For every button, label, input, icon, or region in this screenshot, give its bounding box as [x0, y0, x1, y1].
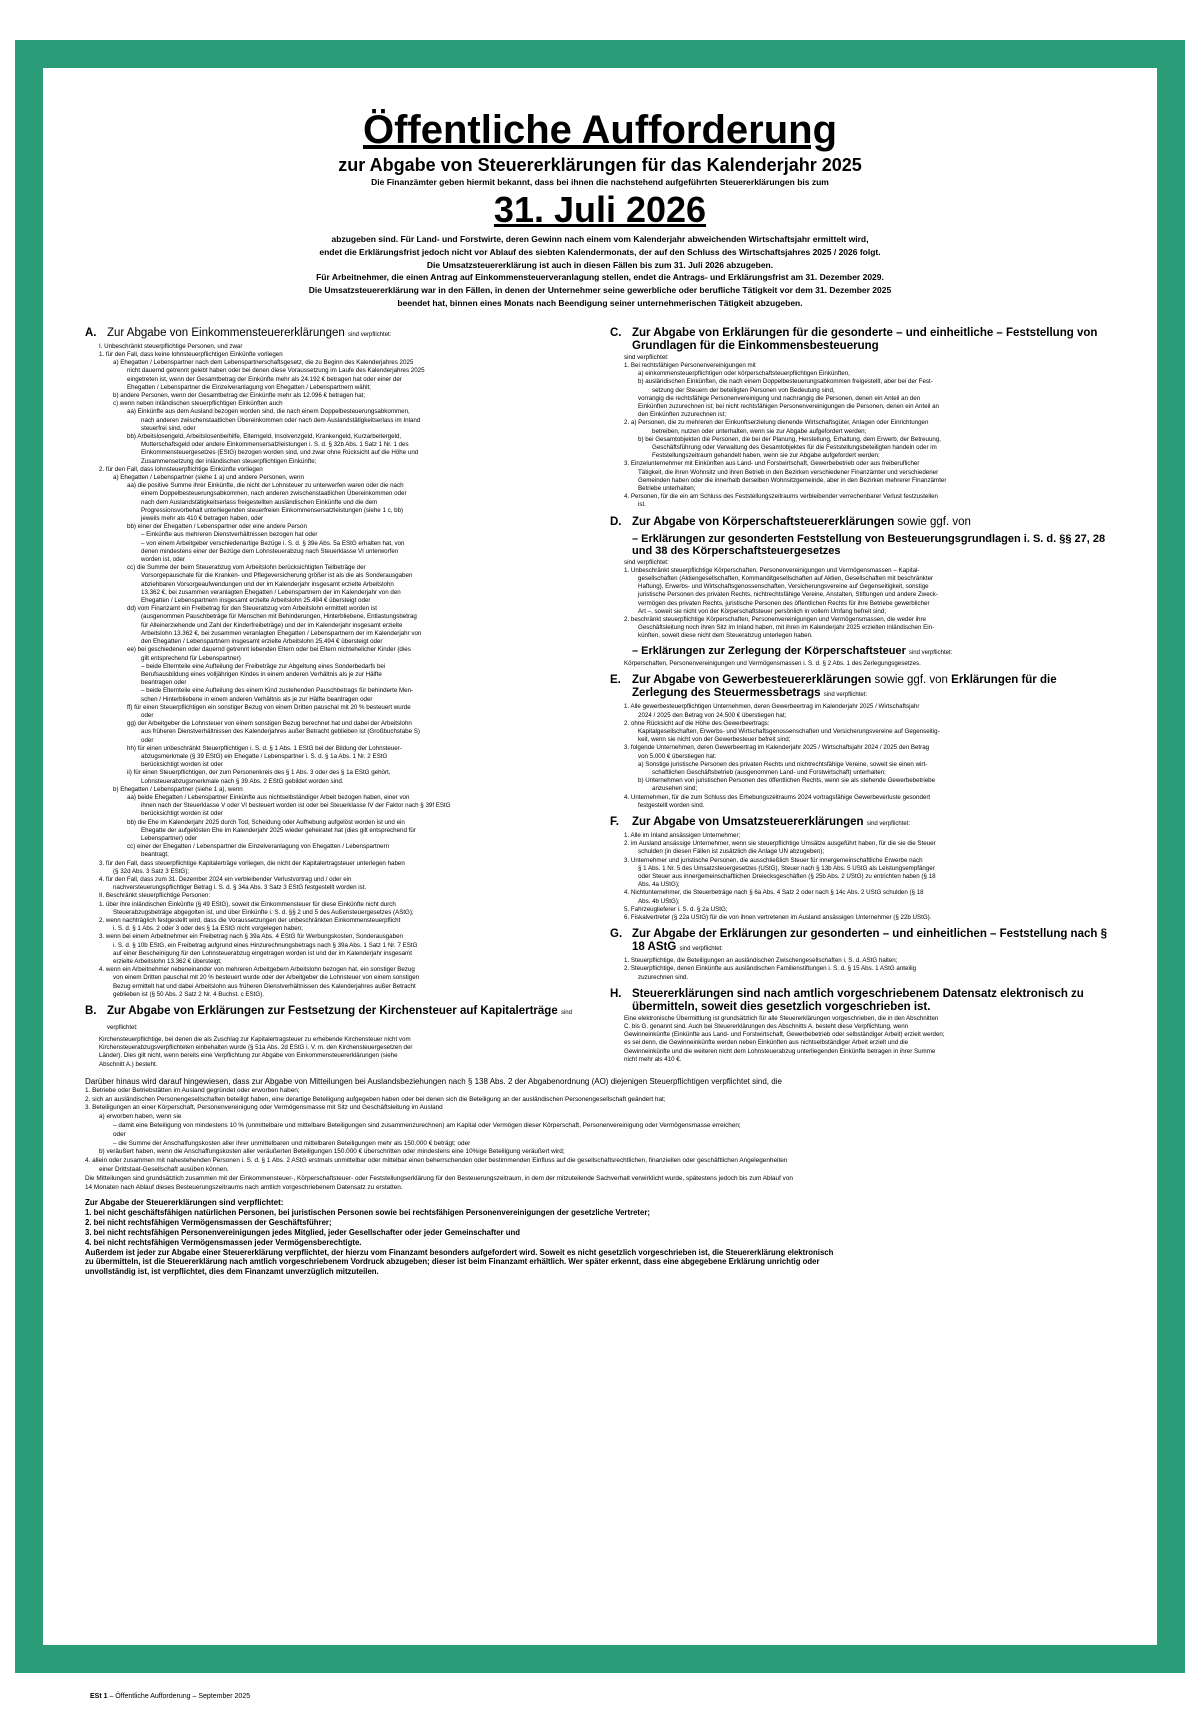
text-line: 4. Nichtunternehmer, die Steuerbeträge nach § 6a Abs. 4 Satz 2 oder nach § 14c Abs. 2 UStG schulden (§ 18 — [624, 889, 924, 897]
text-line: C. bis G. genannt sind. Auch bei Steuererklärungen des Abschnitts A. besteht diese Verpflichtung, wenn — [624, 1023, 909, 1031]
text-line: aa) Einkünfte aus dem Ausland bezogen worden sind, die nach einem Doppelbesteuerungsabkommen, — [127, 408, 410, 416]
text-line: II. Beschränkt steuerpflichtige Personen: — [99, 892, 211, 900]
section-d-subtitle-1: – Erklärungen zur gesonderten Feststellung von Besteuerungsgrundlagen i. S. d. §§ 27, 28 und 38 des Körperschaftsteuergesetzes — [632, 532, 1106, 558]
text-line: 2024 / 2025 den Betrag von 24.500 € überstiegen hat; — [638, 711, 787, 719]
section-d-title: D. Zur Abgabe von Körperschaftsteuererklärungen sowie ggf. von — [610, 515, 971, 528]
text-line: – Einkünfte aus mehreren Dienstverhältnissen bezogen hat oder — [141, 531, 318, 539]
text-line: 3. wenn bei einem Arbeitnehmer ein Freibetrag nach § 39a Abs. 4 EStG für Werbungskosten, Sonderausgaben — [99, 933, 403, 941]
text-line: aus früheren Dienstverhältnissen des Kalenderjahres außer Betracht geblieben ist (Großbuchstabe S) — [141, 728, 420, 736]
green-frame — [15, 40, 1185, 1673]
right-column — [610, 321, 1115, 1069]
text-line: 3. für den Fall, dass steuerpflichtige Kapitalerträge vorliegen, die nicht der Kapitalertragsteuer unterlegen haben — [99, 859, 405, 867]
text-line: schulden (in diesen Fällen ist zusätzlich die Anlage UN abzugeben); — [638, 848, 825, 856]
text-line: bb) Arbeitslosengeld, Arbeitslosenbeihilfe, Elterngeld, Insolvenzgeld, Krankengeld, Kurzarbeitergeld, — [127, 433, 402, 441]
text-line: von einem Dritten pauschal mit 20 % besteuert wurde oder der Arbeitgeber die Lohnsteuer von einem sonstigen — [113, 974, 420, 982]
text-line: beantragt; — [141, 851, 169, 859]
text-line: nicht dauernd getrennt gelebt haben oder bei denen diese Voraussetzung im Laufe des Kalenderjahres 2025 — [127, 367, 425, 375]
text-line: 3. folgende Unternehmen, deren Gewerbeertrag im Kalenderjahr 2025 / Wirtschaftsjahr 2024 / 2025 den Betrag — [624, 744, 930, 752]
two-column-body — [85, 321, 1115, 1069]
text-line: – von einem Arbeitgeber verschiedenartige Bezüge i. S. d. § 39e Abs. 5a EStG erhalten hat, von — [141, 539, 405, 547]
text-line: 1. über ihre inländischen Einkünfte (§ 49 EStG), soweit die Einkommensteuer für diese Einkünfte nicht durch — [99, 900, 396, 908]
foreign-relations-list — [85, 1087, 1115, 1193]
text-line: oder Steuer aus innergemeinschaftlichen Dreiecksgeschäften (§ 25b Abs. 2 UStG) zu entrichten haben (§ 18 — [638, 873, 936, 881]
text-line: Zusammensetzung der inländischen steuerpflichtigen Einkünfte; — [141, 457, 317, 465]
intro-line: Für Arbeitnehmer, die einen Antrag auf Einkommensteuerveranlagung stellen, endet die Antrags- und Erklärungsfrist am 31. Dezember 2029. — [316, 272, 884, 283]
text-line: Bezug ermittelt hat und dabei Arbeitslohn aus früheren Dienstverhältnissen des Kalenderjahres außer Betracht — [113, 982, 416, 990]
section-g-body — [610, 957, 1115, 982]
text-line: 1. Bei rechtsfähigen Personenvereinigungen mit — [624, 361, 756, 369]
obligation-line: 4. bei nicht rechtsfähigen Vermögensmassen jeder Vermögensberechtigte. — [85, 1237, 362, 1247]
text-line: 4. Unternehmen, für die zum Schluss des Erhebungszeitraums 2024 vortragsfähige Gewerbeverluste gesondert — [624, 793, 931, 801]
text-line: bb) die Ehe im Kalenderjahr 2025 durch Tod, Scheidung oder Aufhebung aufgelöst worden ist und ein — [127, 818, 405, 826]
text-line: – beide Elternteile eine Aufteilung des einem Kind zustehenden Pauschbetrags für behinderte Men- — [141, 687, 414, 695]
text-line: 2. beschränkt steuerpflichtige Körperschaften, Personenvereinigungen und Vermögensmassen, die weder ihre — [624, 616, 926, 624]
text-line: Gewinneinkünfte (Einkünfte aus Land- und Forstwirtschaft, Gewerbebetrieb oder selbständiger Arbeit) erzielt werden; — [624, 1031, 945, 1039]
bottom-notes — [85, 1077, 1115, 1277]
text-line: ff) für einen Steuerpflichtigen ein sonstiger Bezug von einem Dritten pauschal mit 20 % besteuert wurde — [127, 703, 411, 711]
section-d-subtitle-2: – Erklärungen zur Zerlegung der Körperschaftsteuer sind verpflichtet: — [632, 644, 953, 657]
text-line: Ehegatten / Lebenspartner die Einzelveranlagung von Ehegatten / Lebenspartnern wählt; — [127, 383, 371, 391]
obligation-line: 2. bei nicht rechtsfähigen Vermögensmassen der Geschäftsführer; — [85, 1218, 332, 1228]
text-line: Länder). Dies gilt nicht, wenn bereits eine Verpflichtung zur Abgabe von Einkommensteuererklärungen (siehe — [99, 1052, 398, 1060]
text-line: (ausgenommen Pauschbeträge für Menschen mit Behinderungen, Hinterbliebene, Entlastungsbetrag — [141, 613, 417, 621]
intro-line: abzugeben sind. Für Land- und Forstwirte, deren Gewinn nach einem vom Kalenderjahr abweichenden Wirtschaftsjahr ermittelt wird, — [331, 234, 869, 244]
text-line: 2. wenn nachträglich festgestellt wird, dass die Voraussetzungen der unbeschränkten Einkommensteuerpflicht — [99, 917, 401, 924]
text-line: oder — [113, 1130, 126, 1138]
text-line: einer Drittstaat-Gesellschaft ausüben können. — [99, 1166, 229, 1174]
text-line: anzusehen sind; — [652, 785, 698, 793]
text-line: Arbeitslohn 13.362 €, bei zusammen veranlagten Ehegatten / Lebenspartnern der im Kalenderjahr von — [141, 629, 422, 637]
section-d-body-2 — [610, 660, 1115, 668]
text-line: auf einer Bescheinigung für den Lohnsteuerabzug eingetragen worden ist und der im Kalenderjahr insgesamt — [113, 949, 412, 957]
text-line: ihnen nach der Steuerklasse V oder VI besteuert worden ist oder bei Steuerklasse IV der Faktor nach § 39f EStG — [141, 802, 451, 810]
text-line: vorrangig die rechtsfähige Personenvereinigung und nachrangig die Personen, denen ein Anteil an den — [638, 394, 921, 402]
section-b — [85, 1005, 590, 1069]
text-line: für Alleinerziehende und Zahl der Kinderfreibeträge) und der im Kalenderjahr insgesamt erzielte — [141, 621, 403, 629]
text-line: nicht mehr als 410 €. — [624, 1055, 682, 1063]
text-line: Geschäftsleitung noch ihren Sitz im Inland haben, mit ihren im Kalenderjahr 2025 erzielten inländischen Ein- — [638, 624, 935, 632]
text-line: 2. ohne Rücksicht auf die Höhe des Gewerbeertrags: — [624, 719, 770, 727]
obligation-line: 3. bei nicht rechtsfähigen Personenvereinigungen jedes Mitglied, jeder Gesellschafter oder jeder Gemeinschafter und — [85, 1228, 521, 1237]
text-line: b) andere Personen, wenn der Gesamtbetrag der Einkünfte mehr als 12.096 € betragen hat; — [113, 392, 366, 399]
text-line: Geschäftsführung oder Verwaltung des Gesamtobjektes für die Feststellungsbeteiligten handeln oder im — [652, 444, 937, 452]
text-line: es sei denn, die Gewinneinkünfte werden neben Einkünften aus nichtselbständiger Arbeit erzielt und die — [624, 1039, 909, 1047]
text-line: eingetreten ist, wenn der Gesamtbetrag der Einkünfte mehr als 24.192 € betragen hat oder einer der — [127, 375, 402, 383]
text-line: Einkünften zuzurechnen ist; bei nicht rechtsfähigen Personenvereinigungen die Personen, denen ein Anteil an — [638, 403, 939, 410]
text-line: 5. Fahrzeuglieferer i. S. d. § 2a UStG; — [624, 905, 728, 913]
text-line: Betriebe unterhalten; — [638, 485, 696, 493]
intro-line: endet die Erklärungsfrist jedoch nicht vor Ablauf des siebten Kalendermonats, der auf den Schluss des Wirtschaftsjahres 2025 / 2026 folgt. — [319, 246, 881, 257]
text-line: I. Unbeschränkt steuerpflichtige Personen, und zwar — [99, 342, 243, 350]
text-line: Einkommensteuergesetzes (EStG) bezogen worden sind, und zwar ohne Rücksicht auf die Höhe und — [141, 449, 419, 457]
text-line: dd) vom Finanzamt ein Freibetrag für den Steuerabzug vom Arbeitslohn ermittelt worden ist — [127, 605, 378, 613]
section-a-body — [85, 343, 590, 999]
section-f-body — [610, 832, 1115, 922]
text-line: berücksichtigt worden ist oder — [141, 810, 223, 818]
document-content — [85, 108, 1115, 1277]
page-footer — [90, 1692, 250, 1702]
text-line: aa) beide Ehegatten / Lebenspartner Einkünfte aus nichtselbständiger Arbeit bezogen haben, einer von — [127, 793, 410, 801]
section-e — [610, 674, 1115, 810]
intro-line: Die Umsatzsteuererklärung war in den Fällen, in denen der Unternehmer seine gewerbliche oder berufliche Tätigkeit vor dem 31. Dezember 2025 — [308, 285, 892, 296]
text-line: abziehbaren Vorsorgeaufwendungen und der im Kalenderjahr insgesamt erzielte Arbeitslohn — [141, 580, 394, 588]
text-line: festgestellt worden sind. — [638, 801, 705, 809]
section-d-note: sind verpflichtet: — [624, 558, 669, 566]
text-line: Abschnitt A.) besteht. — [99, 1060, 158, 1068]
text-line: Gewinneinkünfte und die weiteren nicht dem Lohnsteuerabzug unterliegenden Einkünfte betragen in ihrer Summe — [624, 1047, 936, 1055]
section-e-title: E. Zur Abgabe von Gewerbesteuererklärungen sowie ggf. von Erklärungen für die Zerlegung des Steuermessbetrags sind verpflichtet: — [610, 674, 1057, 700]
text-line: 2. sich an ausländischen Personengesellschaften beteiligt haben, eine derartige Beteiligung aufgegeben haben oder bei denen sich die Beteiligung an der ausländischen Personengesellschaft geändert hat; — [85, 1095, 666, 1103]
text-line: – die Summe der Anschaffungskosten aller ihrer unmittelbaren und mittelbaren Beteiligungen mehr als 150.000 € beträgt; oder — [113, 1139, 471, 1147]
text-line: 2. Steuerpflichtige, denen Einkünfte aus ausländischen Familienstiftungen i. S. d. § 15 Abs. 1 AStG anteilig — [624, 965, 917, 973]
text-line: zuzurechnen sind. — [638, 973, 689, 981]
text-line: Vorsorgepauschale für die Kranken- und Pflegeversicherung größer ist als die als Sonderausgaben — [141, 572, 413, 580]
document-sheet — [43, 68, 1157, 1645]
text-line: Die Mitteilungen sind grundsätzlich zusammen mit der Einkommensteuer-, Körperschaftsteuer- oder Feststellungserklärung für den Besteuerungszeitraum, in dem der mitzuteilende Sachverhalt verwirklicht wurde, spätestens jedoch bis zum Ablauf von — [85, 1174, 793, 1182]
text-line: Progressionsvorbehalt unterliegenden steuerfreien Einkommensersatzleistungen (siehe 1 c, bb) — [141, 506, 404, 514]
text-line: Tätigkeit, die ihren Wohnsitz und ihren Betrieb in den Bezirken verschiedener Finanzämter und verschiedener — [638, 468, 939, 476]
text-line: a) Ehegatten / Lebenspartner (siehe 1 a) und andere Personen, wenn — [113, 474, 304, 482]
text-line: jeweils mehr als 410 € betragen haben, oder — [141, 515, 264, 523]
text-line: a) einkommensteuerpflichtigen oder körperschaftsteuerpflichtigen Einkünften, — [638, 370, 850, 378]
intro-line: Die Umsatzsteuererklärung ist auch in diesen Fällen bis zum 31. Juli 2026 abzugeben. — [426, 259, 774, 270]
text-line: a) Sonstige juristische Personen des privaten Rechts und nichtrechtsfähige Vereine, soweit sie einen wirt- — [638, 760, 928, 768]
text-line: Körperschaften, Personenvereinigungen und Vermögensmassen i. S. d. § 2 Abs. 1 des Zerlegungsgesetzes. — [624, 660, 921, 668]
text-line: juristische Personen des privaten Rechts, nichtrechtsfähige Vereine, Anstalten, Stiftungen und andere Zweck- — [638, 591, 938, 599]
text-line: abzugsmerkmale (§ 39 EStG) ein Ehegatte / Lebenspartner i. S. d. § 1a Abs. 1 Nr. 2 EStG — [141, 752, 388, 760]
text-line: 2. für den Fall, dass lohnsteuerpflichtige Einkünfte vorliegen — [99, 465, 263, 473]
text-line: 3. Beteiligungen an einer Körperschaft, Personenvereinigung oder Vermögensmasse mit Sitz und Geschäftsleitung im Ausland — [85, 1104, 443, 1112]
intro-line: beendet hat, binnen eines Monats nach Beendigung seiner unternehmerischen Tätigkeit abzugeben. — [397, 297, 803, 308]
text-line: geblieben ist (§ 50 Abs. 2 Satz 2 Nr. 4 Buchst. c EStG). — [113, 990, 264, 998]
text-line: nach dem Auslandstätigkeitserlass freigestellten ausländischen Einkünfte und die dem — [141, 498, 378, 506]
text-line: hh) für einen unbeschränkt Steuerpflichtigen i. S. d. § 1 Abs. 1 EStG bei der Bildung der Lohnsteuer- — [127, 744, 402, 752]
text-line: Art –, soweit sie nicht von der Körperschaftsteuer persönlich in vollem Umfang befreit sind; — [638, 607, 886, 615]
text-line: einem Doppelbesteuerungsabkommen, nach anderen zwischenstaatlichen Übereinkommen oder — [141, 490, 407, 498]
text-line: § 1 Abs. 1 Nr. 5 des Umsatzsteuergesetzes (UStG), Steuer nach § 13b Abs. 5 UStG als Leistungsempfänger — [638, 864, 935, 872]
obligation-line: 1. bei nicht geschäftsfähigen natürlichen Personen, bei juristischen Personen sowie bei rechtsfähigen Personenvereinigungen der gesetzliche Vertreter; — [85, 1208, 651, 1218]
text-line: Gemeinden haben oder die innerhalb derselben Wohnsitzgemeinde, aber in den Bezirken mehrerer Finanzämter — [638, 476, 947, 484]
text-line: a) Ehegatten / Lebenspartner nach dem Lebenspartnerschaftsgesetz, die zu Beginn des Kalenderjahres 2025 — [113, 359, 414, 367]
text-line: erzielte Arbeitslohn 13.362 € übersteigt; — [113, 958, 222, 966]
section-d — [610, 516, 1115, 669]
text-line: ii) für einen Steuerpflichtigen, der zum Personenkreis des § 1 Abs. 3 oder des § 1a EStG gehört, — [127, 769, 391, 777]
section-g-title: G. Zur Abgabe der Erklärungen zur gesonderten – und einheitlichen – Feststellung nach § 18 AStG sind verpflichtet: — [610, 928, 1107, 954]
text-line: künften, soweit diese nicht dem Steuerabzug unterlegen haben. — [638, 632, 813, 640]
text-line: cc) einer der Ehegatten / Lebenspartner die Einzelveranlagung von Ehegatten / Lebenspartnern — [127, 843, 390, 851]
text-line: c) wenn neben inländischen steuerpflichtigen Einkünften auch — [113, 400, 283, 408]
text-line: 14 Monaten nach Ablauf dieses Besteuerungszeitraums nach amtlich vorgeschriebenem Datensatz zu erstatten. — [85, 1183, 403, 1191]
text-line: gg) der Arbeitgeber die Lohnsteuer von einem sonstigen Bezug berechnet hat und dabei der Arbeitslohn — [127, 720, 412, 728]
text-line: berücksichtigt worden ist oder — [141, 761, 223, 769]
text-line: 1. Alle im Inland ansässigen Unternehmer; — [624, 832, 741, 840]
text-line: vermögen des privaten Rechts, juristische Personen des öffentlichen Rechts für ihre Betriebe gewerblicher — [638, 599, 930, 607]
text-line: nach anderen zwischenstaatlichen Übereinkommen oder nach dem Auslandstätigkeitserlass im Inland — [141, 416, 421, 424]
text-line: aa) die positive Summe ihrer Einkünfte, die nicht der Lohnsteuer zu unterwerfen waren oder die nach — [127, 482, 404, 490]
text-line: 1. Steuerpflichtige, die Beteiligungen an ausländischen Zwischengesellschaften i. S. d. AStG halten; — [624, 957, 898, 965]
text-line: beantragen oder — [141, 679, 187, 687]
obligation-heading: Zur Abgabe der Steuererklärungen sind verpflichtet: — [85, 1198, 284, 1208]
deadline-date: 31. Juli 2026 — [493, 189, 707, 230]
text-line: Berufsausbildung eines volljährigen Kindes in einem anderen Verhältnis als je zur Hälfte — [141, 670, 382, 678]
intro-sentence: Die Finanzämter geben hiermit bekannt, dass bei ihnen die nachstehend aufgeführten Steuererklärungen bis zum — [371, 177, 829, 187]
section-h-body — [610, 1015, 1115, 1064]
text-line: 6. Fiskalvertreter (§ 22a UStG) für die von ihnen vertretenen im Ausland ansässigen Unternehmer (§ 22b UStG). — [624, 914, 932, 922]
text-line: nachversteuerungspflichtiger Betrag i. S. d. § 34a Abs. 3 Satz 3 EStG festgestellt worden ist. — [113, 884, 367, 892]
text-line: schen / Hinterbliebene in einem anderen Verhältnis als je zur Hälfte beantragen oder — [141, 695, 373, 703]
text-line: ist. — [638, 501, 646, 509]
text-line: Kirchensteuerpflichtige, bei denen die als Zuschlag zur Kapitalertragsteuer zu erhebende Kirchensteuer nicht vom — [99, 1036, 411, 1044]
text-line: von 5.000 € überstiegen hat: — [638, 752, 717, 760]
text-line: i. S. d. § 1 Abs. 2 oder 3 oder des § 1a EStG nicht vorgelegen haben; — [113, 925, 303, 933]
text-line: 1. Unbeschränkt steuerpflichtige Körperschaften, Personenvereinigungen und Vermögensmassen – Kapital- — [624, 566, 920, 574]
text-line: i. S. d. § 10b EStG, ein Freibetrag aufgrund eines Hinzurechnungsbetrags nach § 39a Abs. 1 Satz 1 Nr. 7 EStG — [113, 941, 418, 949]
section-g — [610, 928, 1115, 982]
text-line: Eine elektronische Übermittlung ist grundsätzlich für alle Steuererklärungen vorgeschrieben, die in den Abschnitten — [624, 1014, 939, 1022]
text-line: Kirchensteuerabzugsverpflichteten einbehalten wurde (§ 51a Abs. 2d EStG i. V. m. den Kirchensteuergesetzen der — [99, 1044, 413, 1052]
text-line: steuerfrei sind, oder — [141, 424, 196, 432]
obligation-list — [85, 1208, 1115, 1277]
text-line: Ehegatten / Lebenspartnern insgesamt erzielte Arbeitslohn 25.494 € übersteigt oder — [141, 597, 371, 605]
text-line: 4. wenn ein Arbeitnehmer nebeneinander von mehreren Arbeitgebern Arbeitslohn bezogen hat, ein sonstiger Bezug — [99, 966, 415, 974]
text-line: 2. im Ausland ansässige Unternehmer, wenn sie steuerpflichtige Umsätze ausgeführt haben, für die sie die Steuer — [624, 840, 936, 848]
text-line: 4. allein oder zusammen mit nahestehenden Personen i. S. d. § 1 Abs. 2 AStG erstmals unmittelbar oder mittelbar einen beherrschenden oder bestimmenden Einfluss auf die gesellschaftsrechtlichen, finanziellen oder geschäftlichen Angelegenheiten — [85, 1157, 788, 1165]
text-line: ee) bei geschiedenen oder dauernd getrennt lebenden Eltern oder bei Eltern nichtehelicher Kinder (dies — [127, 646, 411, 654]
text-line: gesellschaften (Aktiengesellschaften, Kommanditgesellschaften auf Aktien, Gesellschaften mit beschränkter — [638, 575, 934, 583]
section-c-note: sind verpflichtet: — [624, 353, 669, 361]
text-line: – beide Elternteile eine Aufteilung der Freibeträge zur Abgeltung eines Sonderbedarfs bei — [141, 662, 386, 670]
text-line: bb) einer der Ehegatten / Lebenspartner oder eine andere Person — [127, 523, 307, 531]
text-line: 3. Einzelunternehmer mit Einkünften aus Land- und Forstwirtschaft, Gewerbebetrieb oder aus freiberuflicher — [624, 460, 920, 468]
text-line: den Ehegatten / Lebenspartnern insgesamt erzielte Arbeitslohn 25.494 € übersteigt oder — [141, 638, 383, 646]
text-line: oder — [141, 711, 154, 719]
left-column — [85, 321, 590, 1069]
text-line: b) Unternehmen von juristischen Personen des öffentlichen Rechts, wenn sie als stehende Gewerbebetriebe — [638, 777, 936, 785]
text-line: 1. Betriebe oder Betriebstätten im Ausland gegründet oder erworben haben; — [85, 1086, 300, 1094]
obligation-line: zu übermitteln, ist die Steuererklärung nach amtlich vorgeschriebenem Vordruck abzugeben; dieser ist beim Finanzamt erhältlich. Wer später erkennt, dass eine abgegebene Erklärung unrichtig oder — [85, 1257, 820, 1267]
section-f-title: F. Zur Abgabe von Umsatzsteuererklärungen sind verpflichtet: — [610, 816, 911, 829]
obligation-line: Außerdem ist jeder zur Abgabe einer Steuererklärung verpflichtet, der hierzu vom Finanzamt besonders aufgefordert wird. Soweit es nicht gesetzlich vorgeschrieben ist, die Steuererklärung elektronisch — [85, 1247, 834, 1257]
text-line: b) ausländischen Einkünften, die nach einem Doppelbesteuerungsabkommen freigestellt, aber bei der Fest- — [638, 378, 933, 386]
footer-date: September 2025 — [198, 1693, 251, 1700]
section-d-body — [610, 567, 1115, 641]
text-line: den Einkünften zuzurechnen ist; — [638, 411, 727, 419]
text-line: Lohnsteuerabzugsmerkmale nach § 39 Abs. 2 EStG gebildet worden sind. — [141, 777, 344, 785]
section-c — [610, 327, 1115, 510]
text-line: Kapitalgesellschaften, Erwerbs- und Wirtschaftsgenossenschaften und Versicherungsvereine auf Gegenseitig- — [638, 727, 940, 735]
page-title: Öffentliche Aufforderung — [362, 108, 838, 152]
text-line: Ehegatte der aufgelösten Ehe im Kalenderjahr 2025 wieder geheiratet hat (dies gilt entsprechend für — [141, 826, 416, 834]
text-line: Steuerabzugsbeträge abgegolten ist, und über Einkünfte i. S. d. §§ 2 und 5 des Außensteuergesetzes (AStG); — [113, 908, 414, 916]
section-a — [85, 327, 590, 999]
text-line: cc) die Summe der beim Steuerabzug vom Arbeitslohn berücksichtigten Teilbeträge der — [127, 564, 366, 572]
text-line: gilt entsprechend für Lebenspartner) — [141, 654, 241, 662]
text-line: (§ 32d Abs. 3 Satz 3 EStG); — [113, 867, 190, 875]
text-line: Abs. 4b UStG); — [638, 897, 680, 905]
section-h-title: H. Steuererklärungen sind nach amtlich vorgeschriebenem Datensatz elektronisch zu übermitteln, soweit dies gesetzlich vorgeschrieben ist. — [610, 987, 1084, 1013]
section-h — [610, 988, 1115, 1064]
text-line: 3. Unternehmer und juristische Personen, die ausschließlich Steuer für innergemeinschaftliche Erwerbe nach — [624, 856, 923, 864]
text-line: Haftung), Erwerbs- und Wirtschaftsgenossenschaften, Versicherungsvereine auf Gegenseitigkeit, sonstige — [638, 583, 929, 591]
section-b-title: B. Zur Abgabe von Erklärungen zur Festsetzung der Kirchensteuer auf Kapitalerträge sind verpflichtet: — [85, 1005, 572, 1032]
section-c-title: C. Zur Abgabe von Erklärungen für die gesonderte – und einheitliche – Feststellung von Grundlagen für die Einkommensbesteuerung — [610, 326, 1098, 352]
intro-block — [85, 234, 1115, 309]
text-line: b) veräußert haben, wenn die Anschaffungskosten aller veräußerten Beteiligungen 150.000 € überschritten oder mindestens eine 10%ige Beteiligung veräußert wird; — [99, 1148, 565, 1156]
text-line: schaftlichen Geschäftsbetrieb (ausgenommen Land- und Forstwirtschaft) unterhalten; — [652, 769, 886, 776]
text-line: 1. Alle gewerbesteuerpflichtigen Unternehmen, deren Gewerbeertrag im Kalenderjahr 2025 / Wirtschaftsjahr — [624, 703, 920, 711]
text-line: oder — [141, 736, 154, 744]
obligation-line: unvollständig ist, ist verpflichtet, dies dem Finanzamt unverzüglich mitzuteilen. — [85, 1267, 379, 1277]
text-line: betreiben, nutzen oder unterhalten, wenn sie zur Abgabe aufgefordert werden; — [652, 427, 867, 435]
text-line: Abs. 4a UStG); — [638, 881, 680, 889]
section-c-body — [610, 362, 1115, 510]
section-a-title: A. Zur Abgabe von Einkommensteuererklärungen sind verpflichtet: — [85, 326, 392, 339]
section-b-body — [85, 1036, 590, 1069]
text-line: 4. für den Fall, dass zum 31. Dezember 2024 ein verbleibender Verlustvortrag und / oder ein — [99, 875, 352, 883]
text-line: 2. a) Personen, die zu mehreren der Einkunftserzielung dienende Wirtschaftsgüter, Anlagen oder Einrichtungen — [624, 419, 929, 427]
text-line: Feststellungszeitraum gehandelt haben, wenn sie zur Abgabe aufgefordert werden; — [652, 452, 880, 460]
text-line: b) Ehegatten / Lebenspartner (siehe 1 a), wenn — [113, 785, 243, 793]
text-line: keit, wenn sie nicht von der Gewerbesteuer befreit sind; — [638, 736, 791, 744]
text-line: worden ist, oder — [141, 556, 186, 564]
text-line: 13.362 €, bei zusammen veranlagten Ehegatten / Lebenspartnern der im Kalenderjahr von den — [141, 588, 401, 596]
section-f — [610, 816, 1115, 922]
text-line: 4. Personen, für die ein am Schluss des Feststellungszeitraums verbleibender verrechenbarer Verlust festzustellen — [624, 493, 939, 501]
foreign-relations-intro: Darüber hinaus wird darauf hingewiesen, dass zur Abgabe von Mitteilungen bei Auslandsbeziehungen nach § 138 Abs. 2 der Abgabenordnung (AO) diejenigen Steuerpflichtigen verpflichtet sind, die — [85, 1076, 782, 1086]
page-subtitle: zur Abgabe von Steuererklärungen für das Kalenderjahr 2025 — [338, 155, 862, 175]
text-line: – damit eine Beteiligung von mindestens 10 % (unmittelbare und mittelbare Beteiligungen sind zusammenzurechnen) am Kapital oder Vermögen dieser Körperschaft, Personenvereinigung oder Vermögensmasse erreichen; — [113, 1122, 741, 1130]
text-line: setzung der Steuern der beteiligten Personen von Bedeutung sind, — [652, 386, 835, 394]
section-e-body — [610, 703, 1115, 810]
text-line: denen mindestens einer der Bezüge dem Lohnsteuerabzug nach Steuerklasse VI unterworfen — [141, 547, 399, 555]
form-code: ESt 1 — [90, 1693, 108, 1700]
text-line: Lebenspartner) oder — [141, 834, 198, 842]
text-line: Mutterschaftsgeld oder andere Einkommensersatzleistungen i. S. d. § 32b Abs. 1 Satz 1 Nr. 1 des — [141, 441, 409, 449]
text-line: a) erworben haben, wenn sie — [99, 1113, 182, 1121]
text-line: b) bei Gesamtobjekten die Personen, die bei der Planung, Herstellung, Erhaltung, dem Erwerb, der Betreuung, — [638, 435, 942, 443]
text-line: 1. für den Fall, dass keine lohnsteuerpflichtigen Einkünfte vorliegen — [99, 350, 283, 358]
footer-text: – Öffentliche Aufforderung – — [109, 1693, 197, 1700]
